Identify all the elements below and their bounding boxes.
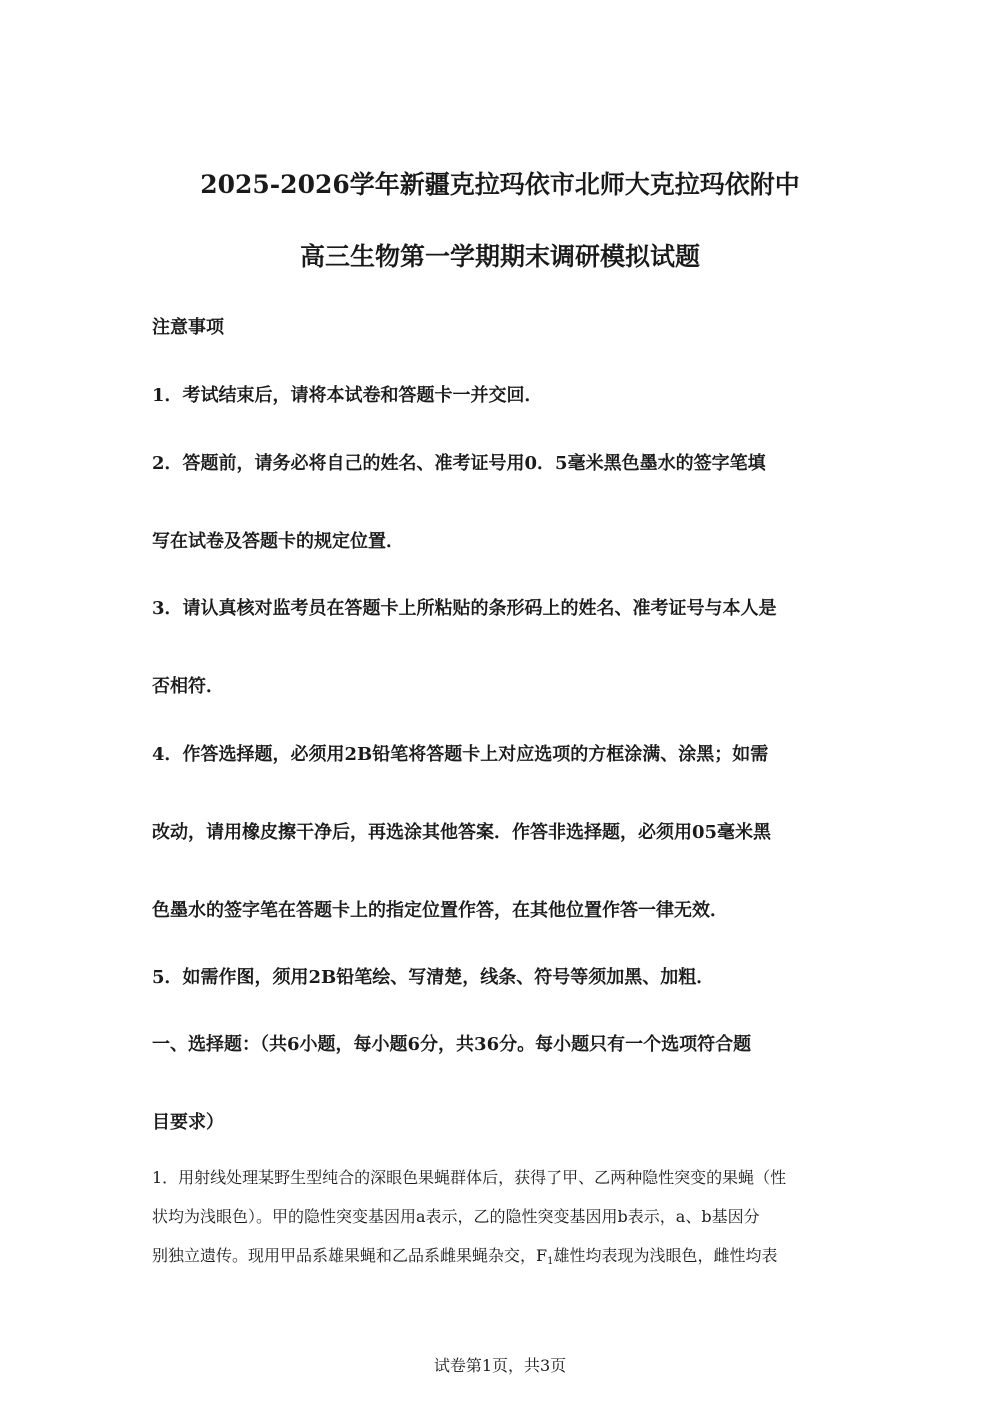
section-heading-line-1: 一、选择题：（共6小题，每小题6分，共36分。每小题只有一个选项符合题 bbox=[152, 1034, 752, 1055]
f1-subscript: 1 bbox=[547, 1256, 554, 1267]
notice-line-7: 改动，请用橡皮擦干净后，再选涂其他答案．作答非选择题，必须用05毫米黑 bbox=[152, 822, 772, 843]
notice-line-8: 色墨水的签字笔在答题卡上的指定位置作答，在其他位置作答一律无效． bbox=[152, 900, 728, 921]
section-heading-line-2: 目要求） bbox=[152, 1112, 224, 1133]
title-line-1: 2025-2026学年新疆克拉玛依市北师大克拉玛依附中 bbox=[200, 170, 800, 199]
question-1-line-3-post: 雄性均表现为浅眼色，雌性均表 bbox=[553, 1246, 778, 1265]
question-1-line-2: 状均为浅眼色）。甲的隐性突变基因用a表示，乙的隐性突变基因用b表示，a、b基因分 bbox=[152, 1207, 760, 1226]
question-1-line-3 bbox=[152, 1245, 778, 1273]
notice-line-2: 2．答题前，请务必将自己的姓名、准考证号用0．5毫米黑色墨水的签字笔填 bbox=[152, 453, 766, 474]
notice-line-5: 否相符． bbox=[152, 676, 224, 697]
notice-line-3: 写在试卷及答题卡的规定位置． bbox=[152, 531, 404, 552]
title-line-2: 高三生物第一学期期末调研模拟试题 bbox=[299, 242, 700, 271]
page-footer: 试卷第1页，共3页 bbox=[433, 1356, 567, 1375]
notice-heading: 注意事项 bbox=[152, 317, 224, 338]
notice-line-1: 1．考试结束后，请将本试卷和答题卡一并交回． bbox=[152, 385, 543, 406]
notice-line-4: 3．请认真核对监考员在答题卡上所粘贴的条形码上的姓名、准考证号与本人是 bbox=[152, 598, 777, 619]
question-1-line-1: 1．用射线处理某野生型纯合的深眼色果蝇群体后，获得了甲、乙两种隐性突变的果蝇（性 bbox=[152, 1168, 787, 1187]
notice-line-9: 5．如需作图，须用2B铅笔绘、写清楚，线条、符号等须加黑、加粗． bbox=[152, 967, 715, 988]
notice-line-6: 4．作答选择题，必须用2B铅笔将答题卡上对应选项的方框涂满、涂黑；如需 bbox=[152, 744, 769, 765]
question-1-line-3-pre: 别独立遗传。现用甲品系雄果蝇和乙品系雌果蝇杂交，F bbox=[152, 1246, 548, 1265]
